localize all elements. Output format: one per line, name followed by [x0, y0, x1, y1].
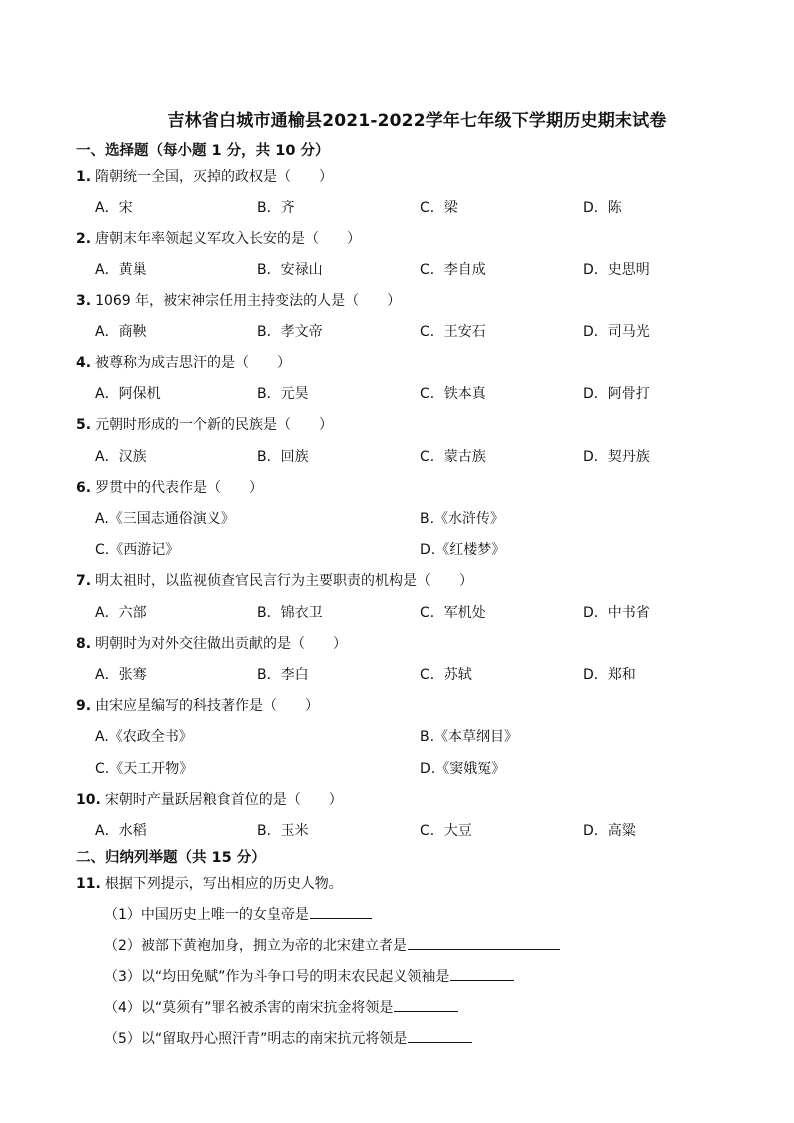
option-c: C.《西游记》 — [95, 542, 180, 558]
sub-question-text: （3）以“均田免赋”作为斗争口号的明末农民起义领袖是 — [104, 969, 450, 985]
options-7 — [95, 602, 715, 622]
option-c: C．铁本真 — [420, 386, 486, 402]
options-2 — [95, 259, 715, 279]
question-6 — [76, 477, 263, 497]
sub-question-4 — [104, 997, 458, 1017]
option-d: D．契丹族 — [583, 449, 650, 465]
option-b: B.《本草纲目》 — [420, 729, 519, 745]
answer-blank[interactable] — [408, 1028, 472, 1043]
option-a: A．六部 — [95, 605, 147, 621]
options-6-row1 — [95, 508, 715, 528]
options-8 — [95, 664, 715, 684]
option-d: D．陈 — [583, 200, 622, 216]
question-number: 9. — [76, 698, 92, 714]
option-a: A．商鞅 — [95, 324, 147, 340]
option-c: C．大豆 — [420, 823, 472, 839]
options-4 — [95, 383, 715, 403]
section-heading-choice: 一、选择题（每小题 1 分，共 10 分） — [76, 143, 330, 159]
options-5 — [95, 446, 715, 466]
question-text: 根据下列提示，写出相应的历史人物。 — [104, 876, 343, 892]
sub-question-text: （5）以“留取丹心照汗青”明志的南宋抗元将领是 — [104, 1031, 408, 1047]
option-a: A．水稻 — [95, 823, 147, 839]
option-b: B．齐 — [257, 200, 295, 216]
option-d: D．史思明 — [583, 262, 650, 278]
question-number: 6. — [76, 480, 92, 496]
question-number: 5. — [76, 417, 92, 433]
option-d: D．阿骨打 — [583, 386, 650, 402]
question-number: 2. — [76, 231, 92, 247]
answer-blank[interactable] — [450, 966, 514, 981]
option-d: D．司马光 — [583, 324, 650, 340]
sub-question-5 — [104, 1028, 472, 1048]
question-8 — [76, 633, 347, 653]
question-text: 宋朝时产量跃居粮食首位的是（ ） — [104, 792, 343, 808]
sub-question-3 — [104, 966, 514, 986]
option-d: D．中书省 — [583, 605, 650, 621]
question-number: 8. — [76, 636, 92, 652]
answer-blank[interactable] — [310, 904, 372, 919]
question-text: 元朝时形成的一个新的民族是（ ） — [95, 417, 334, 433]
options-9-row1 — [95, 726, 715, 746]
option-d: D.《窦娥冤》 — [420, 761, 506, 777]
option-a: A.《农政全书》 — [95, 729, 193, 745]
option-c: C．王安石 — [420, 324, 486, 340]
page-title: 吉林省白城市通榆县2021-2022学年七年级下学期历史期末试卷 — [167, 111, 667, 131]
question-text: 隋朝统一全国，灭掉的政权是（ ） — [95, 169, 334, 185]
answer-blank[interactable] — [408, 935, 560, 950]
option-b: B．元昊 — [257, 386, 309, 402]
option-c: C.《天工开物》 — [95, 761, 194, 777]
option-c: C．蒙古族 — [420, 449, 486, 465]
option-d: D．郑和 — [583, 667, 636, 683]
option-b: B．锦衣卫 — [257, 605, 323, 621]
question-number: 1. — [76, 169, 92, 185]
sub-question-2 — [104, 935, 560, 955]
question-number: 7. — [76, 573, 92, 589]
sub-question-text: （2）被部下黄袍加身，拥立为帝的北宋建立者是 — [104, 938, 407, 954]
option-b: B．李白 — [257, 667, 309, 683]
option-b: B．安禄山 — [257, 262, 323, 278]
question-11 — [76, 873, 343, 893]
question-5 — [76, 414, 333, 434]
question-number: 10. — [76, 792, 101, 808]
sub-question-1 — [104, 904, 372, 924]
option-a: A．汉族 — [95, 449, 147, 465]
option-d: D．高粱 — [583, 823, 636, 839]
section-heading-listing: 二、归纳列举题（共 15 分） — [76, 850, 266, 866]
option-a: A．阿保机 — [95, 386, 161, 402]
question-number: 3. — [76, 293, 92, 309]
options-9-row2 — [95, 758, 715, 778]
question-9 — [76, 695, 319, 715]
option-c: C．李自成 — [420, 262, 486, 278]
answer-blank[interactable] — [394, 997, 458, 1012]
question-text: 被尊称为成吉思汗的是（ ） — [95, 355, 292, 371]
question-number: 4. — [76, 355, 92, 371]
question-10 — [76, 789, 343, 809]
option-b: B．孝文帝 — [257, 324, 323, 340]
question-number: 11. — [76, 876, 101, 892]
option-b: B．回族 — [257, 449, 309, 465]
option-a: A．黄巢 — [95, 262, 147, 278]
option-a: A.《三国志通俗演义》 — [95, 511, 235, 527]
option-d: D.《红楼梦》 — [420, 542, 506, 558]
option-b: B．玉米 — [257, 823, 309, 839]
sub-question-text: （4）以“莫须有”罪名被杀害的南宋抗金将领是 — [104, 1000, 394, 1016]
question-text: 明太祖时，以监视侦查官民言行为主要职责的机构是（ ） — [95, 573, 474, 589]
option-a: A．张骞 — [95, 667, 147, 683]
question-1 — [76, 166, 333, 186]
option-c: C．梁 — [420, 200, 458, 216]
question-text: 罗贯中的代表作是（ ） — [95, 480, 264, 496]
options-10 — [95, 820, 715, 840]
options-6-row2 — [95, 539, 715, 559]
option-b: B.《水浒传》 — [420, 511, 505, 527]
option-a: A．宋 — [95, 200, 133, 216]
question-2 — [76, 228, 361, 248]
options-1 — [95, 197, 715, 217]
sub-question-text: （1）中国历史上唯一的女皇帝是 — [104, 907, 309, 923]
question-7 — [76, 570, 473, 590]
question-text: 由宋应星编写的科技著作是（ ） — [95, 698, 320, 714]
option-c: C．军机处 — [420, 605, 486, 621]
option-c: C．苏轼 — [420, 667, 472, 683]
question-3 — [76, 290, 401, 310]
question-text: 1069 年，被宋神宗任用主持变法的人是（ ） — [95, 293, 402, 309]
question-4 — [76, 352, 291, 372]
question-text: 唐朝末年率领起义军攻入长安的是（ ） — [95, 231, 362, 247]
question-text: 明朝时为对外交往做出贡献的是（ ） — [95, 636, 348, 652]
options-3 — [95, 321, 715, 341]
